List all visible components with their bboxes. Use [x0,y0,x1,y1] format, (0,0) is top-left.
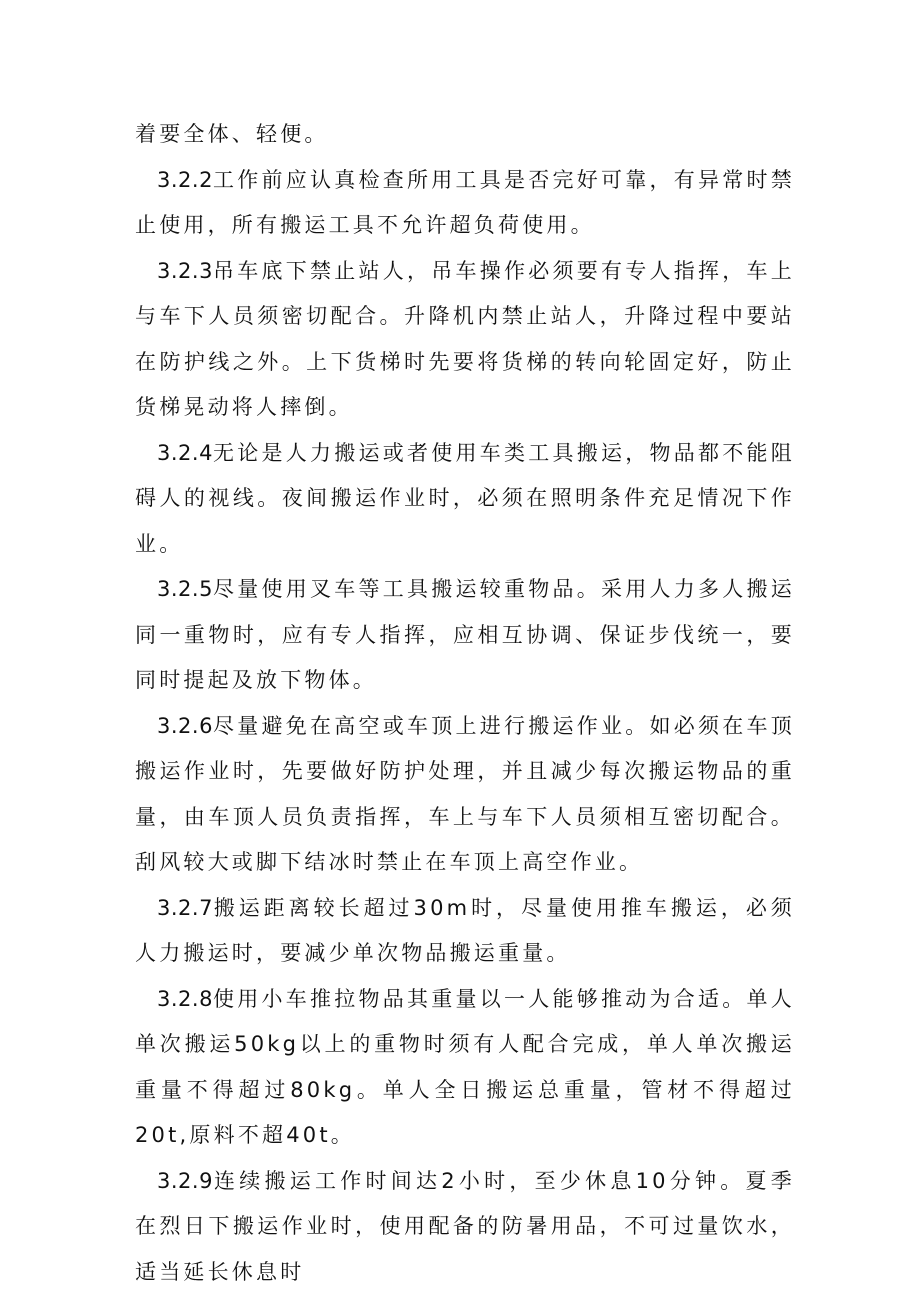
paragraph-text: 无论是人力搬运或者使用车类工具搬运，物品都不能阻碍人的视线。夜间搬运作业时，必须在照明条件充足情况下作业。 [135,440,795,556]
paragraph-3-2-6 [135,704,795,886]
section-number: 3.2.7 [157,895,213,920]
section-number: 3.2.6 [157,713,213,738]
paragraph-text: 使用小车推拉物品其重量以一人能够推动为合适。单人单次搬运50kg以上的重物时须有人配合完成，单人单次搬运重量不得超过80kg。单人全日搬运总重量，管材不得超过20t,原料不超40t。 [135,986,795,1147]
paragraph-3-2-5 [135,567,795,704]
paragraph-text: 搬运距离较长超过30m时，尽量使用推车搬运，必须人力搬运时，要减少单次物品搬运重量。 [135,895,795,965]
paragraph-text: 着要全体、轻便。 [135,122,329,146]
paragraph-3-2-4 [135,431,795,568]
section-number: 3.2.9 [157,1168,213,1193]
paragraph-3-2-3 [135,249,795,431]
section-number: 3.2.3 [157,258,213,283]
paragraph-text: 连续搬运工作时间达2小时，至少休息10分钟。夏季在烈日下搬运作业时，使用配备的防暑用品，不可过量饮水，适当延长休息时 [135,1168,795,1284]
section-number: 3.2.4 [157,440,213,465]
paragraph-3-2-2 [135,158,795,249]
document-body [135,112,795,1295]
paragraph-3-2-9 [135,1159,795,1296]
section-number: 3.2.8 [157,986,213,1011]
paragraph-text: 尽量避免在高空或车顶上进行搬运作业。如必须在车顶搬运作业时，先要做好防护处理，并且减少每次搬运物品的重量，由车顶人员负责指挥，车上与车下人员须相互密切配合。刮风较大或脚下结冰时禁止在车顶上高空作业。 [135,713,795,874]
paragraph-3-2-7 [135,886,795,977]
paragraph-continuation [135,112,795,158]
paragraph-text: 吊车底下禁止站人，吊车操作必须要有专人指挥，车上与车下人员须密切配合。升降机内禁止站人，升降过程中要站在防护线之外。上下货梯时先要将货梯的转向轮固定好，防止货梯晃动将人摔倒。 [135,258,795,419]
section-number: 3.2.5 [157,577,213,601]
section-number: 3.2.2 [157,167,213,192]
paragraph-text: 尽量使用叉车等工具搬运较重物品。采用人力多人搬运同一重物时，应有专人指挥，应相互协调、保证步伐统一，要同时提起及放下物体。 [135,577,795,692]
paragraph-text: 工作前应认真检查所用工具是否完好可靠，有异常时禁止使用，所有搬运工具不允许超负荷使用。 [135,167,795,237]
paragraph-3-2-8 [135,977,795,1159]
